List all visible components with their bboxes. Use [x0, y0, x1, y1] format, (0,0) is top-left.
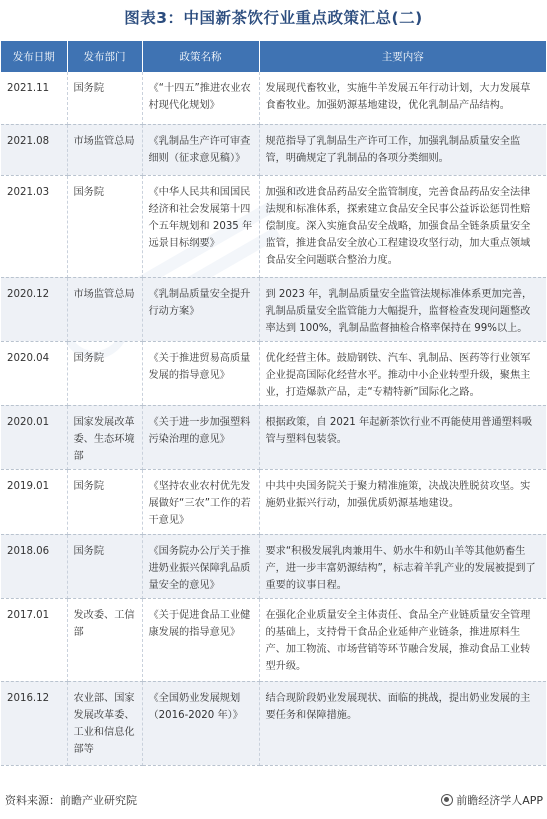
cell-name: 《关于促进食品工业健康发展的指导意见》	[142, 598, 259, 681]
cell-content: 在强化企业质量安全主体责任、食品全产业链质量安全管理的基础上，支持骨干食品企业延伸产业链条，推进原料生产、加工物流、市场营销等环节融合发展，推动食品工业转型升级。	[259, 598, 546, 681]
cell-name: 《乳制品质量安全提升行动方案》	[142, 277, 259, 341]
cell-content: 中共中央国务院关于聚力精准施策，决战决胜脱贫攻坚。实施奶业振兴行动，加强优质奶源基地建设。	[259, 469, 546, 534]
cell-dept: 国务院	[67, 341, 142, 405]
cell-date: 2017.01	[1, 598, 67, 681]
cell-dept: 国务院	[67, 72, 142, 124]
cell-date: 2018.06	[1, 534, 67, 598]
brand-label: 前瞻经济学人APP	[456, 794, 543, 807]
cell-dept: 市场监管总局	[67, 277, 142, 341]
cell-name: 《“十四五”推进农业农村现代化规划》	[142, 72, 259, 124]
cell-content: 到 2023 年，乳制品质量安全监管法规标准体系更加完善，乳制品质量安全监管能力大幅提升，监督检查发现问题整改率达到 100%，乳制品监督抽检合格率保持在 99%以上。	[259, 277, 546, 341]
cell-name: 《国务院办公厅关于推进奶业振兴保障乳品质量安全的意见》	[142, 534, 259, 598]
cell-content: 加强和改进食品药品安全监管制度，完善食品药品安全法律法规和标准体系，探索建立食品安全民事公益诉讼惩罚性赔偿制度。深入实施食品安全战略，加强食品全链条质量安全监管，推进食品安全放心工程建设攻坚行动，加大重点领域食品安全问题联合整治力度。	[259, 175, 546, 277]
cell-content: 规范指导了乳制品生产许可工作，加强乳制品质量安全监管，明确规定了乳制品的各项分类细则。	[259, 124, 546, 175]
table-row	[1, 405, 546, 469]
cell-dept: 国务院	[67, 175, 142, 277]
table-row	[1, 341, 546, 405]
cell-date: 2019.01	[1, 469, 67, 534]
cell-content: 结合现阶段奶业发展现状、面临的挑战，提出奶业发展的主要任务和保障措施。	[259, 681, 546, 765]
page-title: 图表3：中国新茶饮行业重点政策汇总(二)	[124, 9, 423, 27]
cell-dept: 国务院	[67, 534, 142, 598]
table-row	[1, 175, 546, 277]
table-row	[1, 124, 546, 175]
cell-dept: 市场监管总局	[67, 124, 142, 175]
table-row	[1, 598, 546, 681]
cell-date: 2021.08	[1, 124, 67, 175]
header-content: 主要内容	[259, 41, 546, 72]
table-row	[1, 681, 546, 765]
header-dept: 发布部门	[67, 41, 142, 72]
qianzhan-logo-icon	[441, 794, 453, 806]
cell-date: 2021.03	[1, 175, 67, 277]
cell-name: 《关于进一步加强塑料污染治理的意见》	[142, 405, 259, 469]
footer	[0, 792, 547, 814]
cell-content: 根据政策，自 2021 年起新茶饮行业不再能使用普通塑料吸管与塑料包装袋。	[259, 405, 546, 469]
source-note: 资料来源：前瞻产业研究院	[5, 794, 137, 807]
header-name: 政策名称	[142, 41, 259, 72]
cell-name: 《坚持农业农村优先发展做好“三农”工作的若干意见》	[142, 469, 259, 534]
brand	[441, 792, 543, 808]
cell-date: 2021.11	[1, 72, 67, 124]
cell-content: 要求“积极发展乳肉兼用牛、奶水牛和奶山羊等其他奶畜生产，进一步丰富奶源结构”，标志着羊乳产业的发展被提到了重要的议事日程。	[259, 534, 546, 598]
table-row	[1, 469, 546, 534]
cell-dept: 国务院	[67, 469, 142, 534]
cell-content: 优化经营主体。鼓励钢铁、汽车、乳制品、医药等行业领军企业提高国际化经营水平。推动中小企业转型升级，聚焦主业，打造爆款产品，走“专精特新”国际化之路。	[259, 341, 546, 405]
cell-name: 《中华人民共和国国民经济和社会发展第十四个五年规划和 2035 年远景目标纲要》	[142, 175, 259, 277]
cell-content: 发展现代畜牧业，实施牛羊发展五年行动计划，大力发展草食畜牧业。加强奶源基地建设，优化乳制品产品结构。	[259, 72, 546, 124]
cell-dept: 发改委、工信部	[67, 598, 142, 681]
cell-name: 《乳制品生产许可审查细则（征求意见稿）》	[142, 124, 259, 175]
cell-dept: 农业部、国家发展改革委、工业和信息化部等	[67, 681, 142, 765]
table-row	[1, 277, 546, 341]
cell-date: 2020.12	[1, 277, 67, 341]
cell-date: 2016.12	[1, 681, 67, 765]
cell-date: 2020.01	[1, 405, 67, 469]
policy-table	[1, 41, 546, 766]
table-row	[1, 534, 546, 598]
table-header-row	[1, 41, 546, 72]
cell-name: 《关于推进贸易高质量发展的指导意见》	[142, 341, 259, 405]
header-date: 发布日期	[1, 41, 67, 72]
table-row	[1, 72, 546, 124]
cell-dept: 国家发展改革委、生态环境部	[67, 405, 142, 469]
cell-date: 2020.04	[1, 341, 67, 405]
cell-name: 《全国奶业发展规划（2016-2020 年）》	[142, 681, 259, 765]
